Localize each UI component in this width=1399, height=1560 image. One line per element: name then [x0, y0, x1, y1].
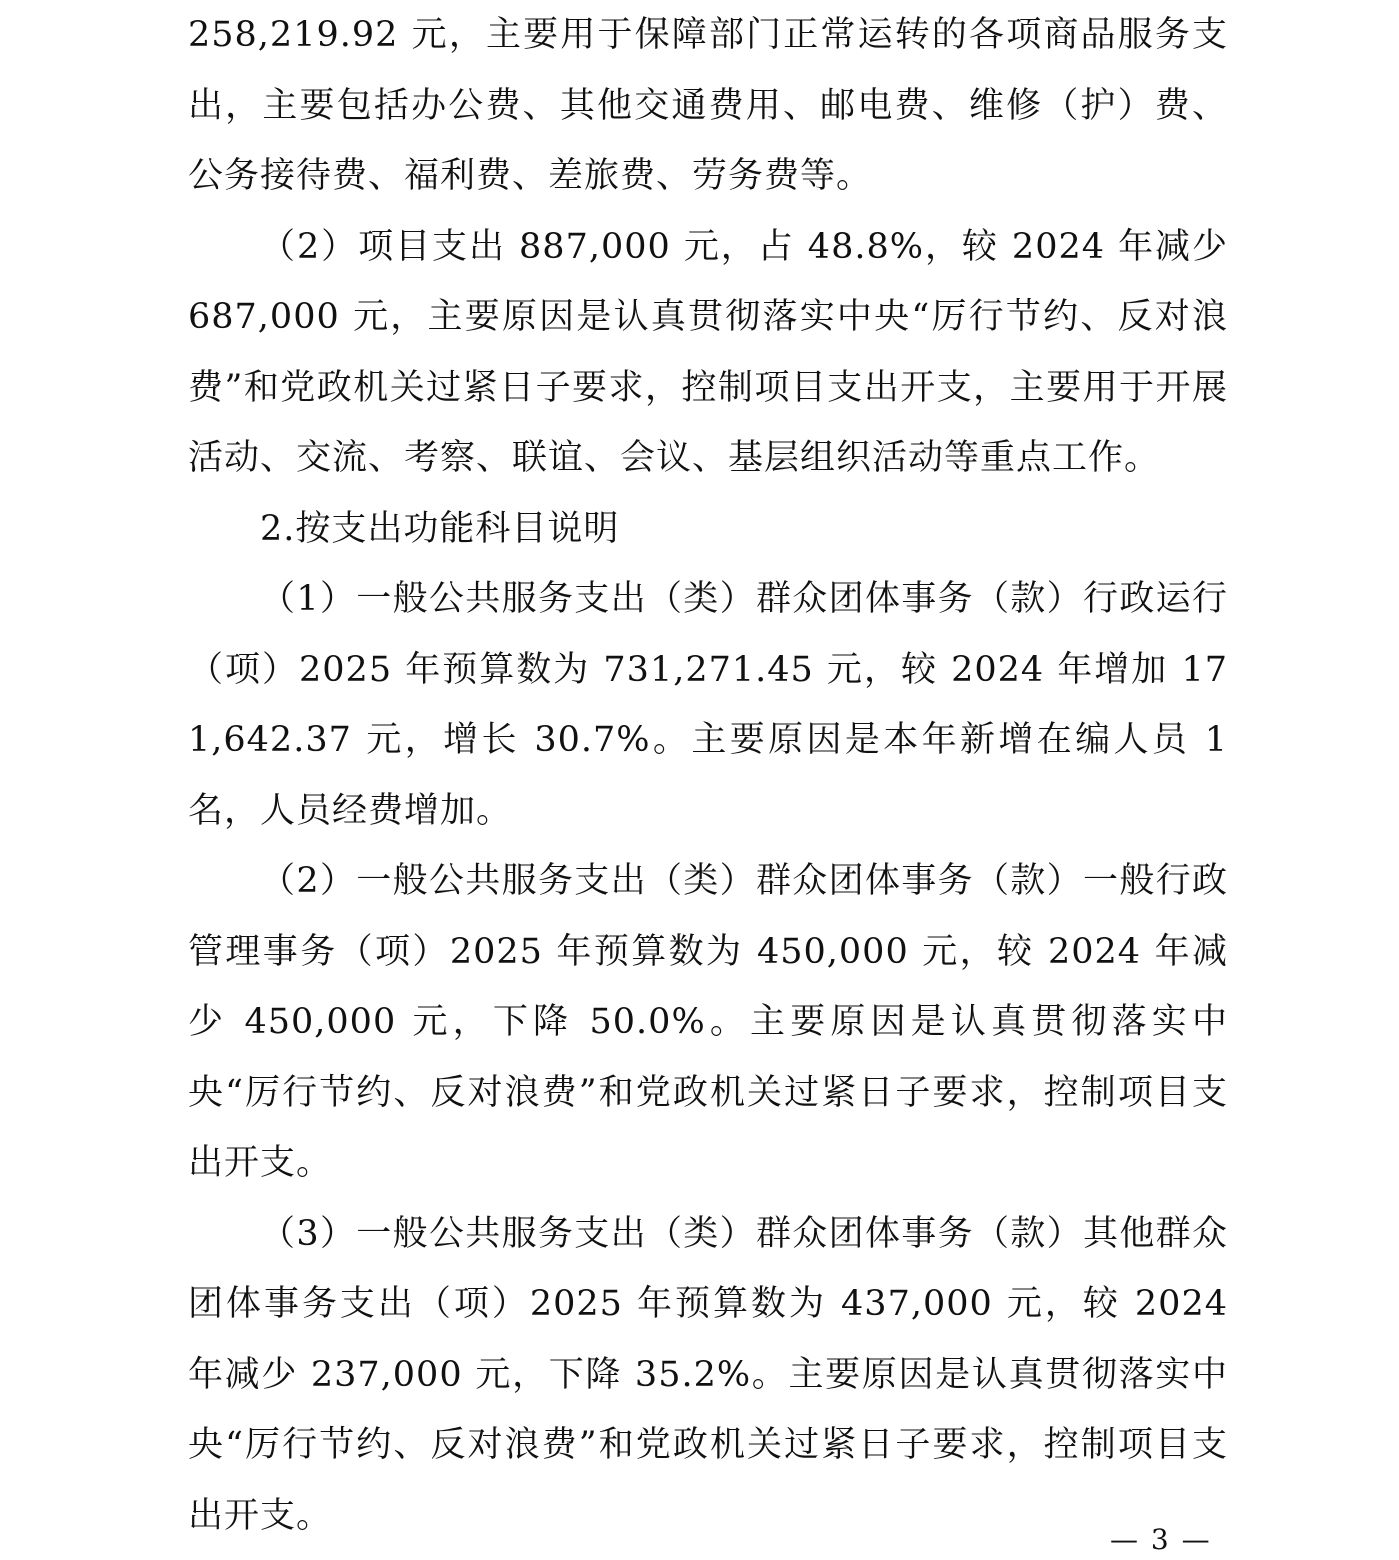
paragraph-project-expenditure: （2）项目支出 887,000 元，占 48.8%，较 2024 年减少 687,000 元，主要原因是认真贯彻落实中央“厉行节约、反对浪费”和党政机关过紧日子要求，控制项目支出开支，主要用于开展活动、交流、考察、联谊、会议、基层组织活动等重点工作。 [188, 226, 1228, 478]
paragraph-goods-services: 258,219.92 元，主要用于保障部门正常运转的各项商品服务支出，主要包括办公费、其他交通费用、邮电费、维修（护）费、公务接待费、福利费、差旅费、劳务费等。 [188, 15, 1228, 196]
document-body [188, 0, 1228, 1551]
paragraph-general-administrative-affairs: （2）一般公共服务支出（类）群众团体事务（款）一般行政管理事务（项）2025 年预算数为 450,000 元，较 2024 年减少 450,000 元，下降 50.0%。主要原因是认真贯彻落实中央“厉行节约、反对浪费”和党政机关过紧日子要求，控制项目支出开支。 [188, 861, 1228, 1183]
page-number: — 3 — [1110, 1523, 1212, 1556]
paragraph-other-group-affairs: （3）一般公共服务支出（类）群众团体事务（款）其他群众团体事务支出（项）2025 年预算数为 437,000 元，较 2024 年减少 237,000 元，下降 35.2%。主要原因是认真贯彻落实中央“厉行节约、反对浪费”和党政机关过紧日子要求，控制项目支出开支。 [188, 1213, 1228, 1536]
paragraph-administrative-operation: （1）一般公共服务支出（类）群众团体事务（款）行政运行（项）2025 年预算数为 731,271.45 元，较 2024 年增加 171,642.37 元，增长 30.7%。主要原因是本年新增在编人员 1 名，人员经费增加。 [188, 579, 1228, 831]
section-heading-functional-subjects: 2.按支出功能科目说明 [260, 508, 620, 549]
